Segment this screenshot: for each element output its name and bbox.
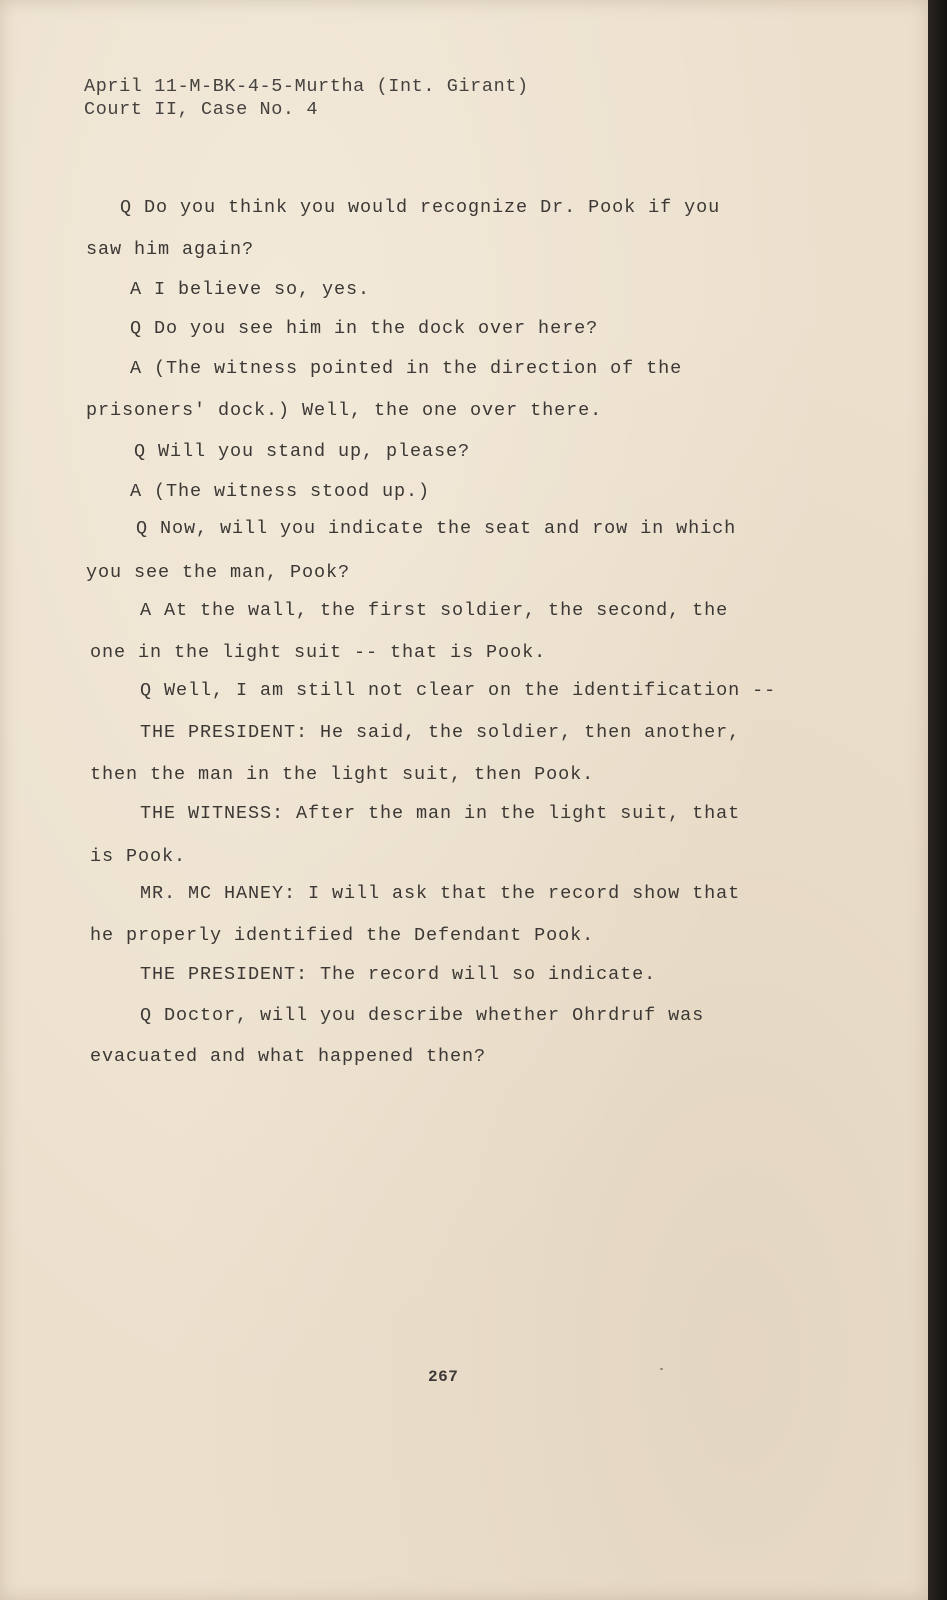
transcript-line: he properly identified the Defendant Pook. — [90, 925, 595, 946]
header-session-line: April 11-M-BK-4-5-Murtha (Int. Girant) — [84, 76, 529, 97]
transcript-line: A At the wall, the first soldier, the second, the — [140, 600, 729, 621]
transcript-line: saw him again? — [86, 239, 255, 260]
transcript-line: THE PRESIDENT: The record will so indicate. — [140, 964, 657, 985]
transcript-line: A (The witness pointed in the direction of the — [130, 358, 683, 379]
transcript-line: is Pook. — [90, 846, 187, 867]
transcript-line: MR. MC HANEY: I will ask that the record show that — [140, 883, 741, 904]
transcript-line: prisoners' dock.) Well, the one over there. — [86, 400, 603, 421]
transcript-line: A (The witness stood up.) — [130, 481, 431, 502]
transcript-line: Q Now, will you indicate the seat and row in which — [136, 518, 737, 539]
transcript-line: Q Do you see him in the dock over here? — [130, 318, 599, 339]
page-number: 267 — [428, 1368, 459, 1386]
transcript-line: evacuated and what happened then? — [90, 1046, 487, 1067]
header-case-line: Court II, Case No. 4 — [84, 99, 319, 120]
scan-border-right — [928, 0, 947, 1600]
transcript-line: one in the light suit -- that is Pook. — [90, 642, 547, 663]
transcript-line: THE WITNESS: After the man in the light suit, that — [140, 803, 741, 824]
transcript-line: you see the man, Pook? — [86, 562, 351, 583]
transcript-line: then the man in the light suit, then Pook. — [90, 764, 595, 785]
transcript-line: A I believe so, yes. — [130, 279, 371, 300]
transcript-line: Q Will you stand up, please? — [134, 441, 471, 462]
transcript-line: THE PRESIDENT: He said, the soldier, then another, — [140, 722, 741, 743]
transcript-line: Q Well, I am still not clear on the identification -- — [140, 680, 777, 701]
transcript-line: Q Doctor, will you describe whether Ohrdruf was — [140, 1005, 705, 1026]
paper-speck — [660, 1368, 663, 1370]
transcript-line: Q Do you think you would recognize Dr. Pook if you — [120, 197, 721, 218]
